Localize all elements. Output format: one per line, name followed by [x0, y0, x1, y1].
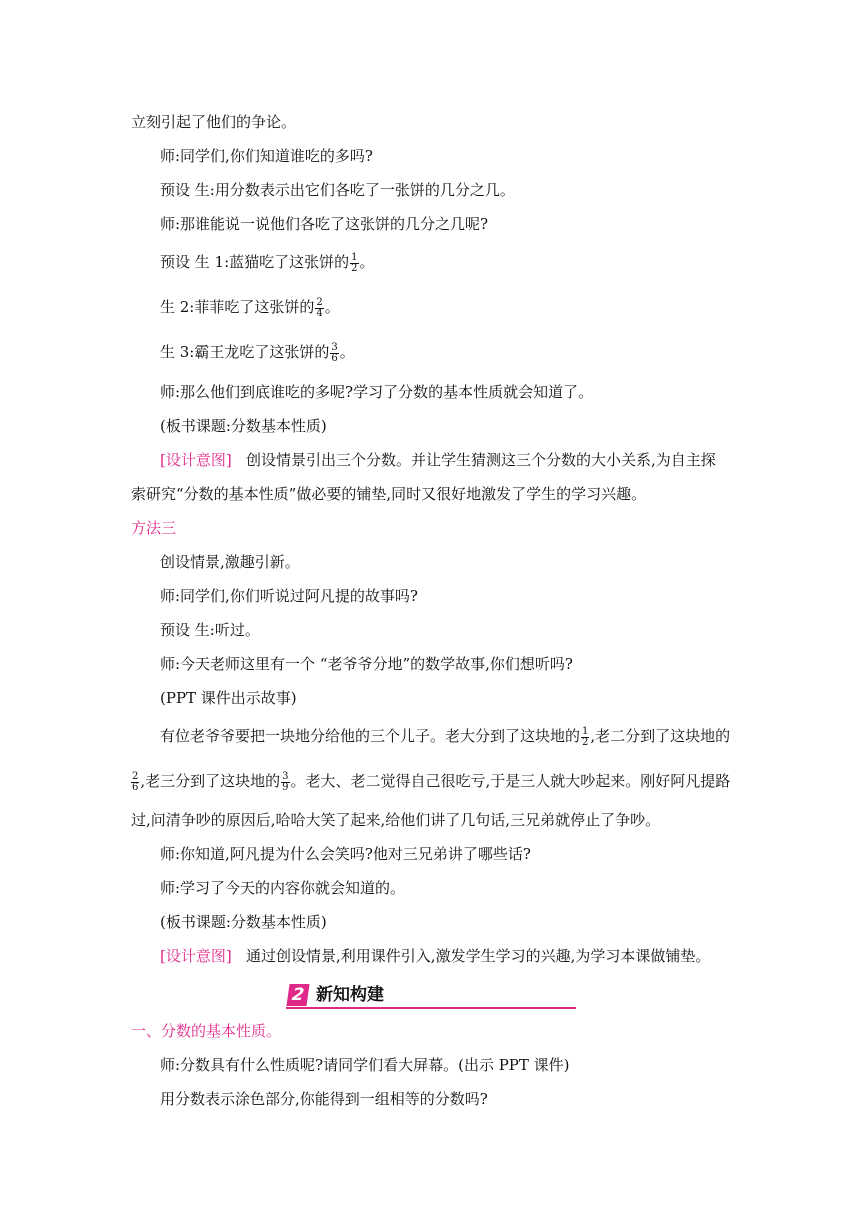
text-segment: ,老二分到了这块地的 — [590, 727, 731, 745]
design-intent-line — [160, 946, 710, 966]
fraction-denominator: 2 — [582, 736, 589, 748]
fraction — [281, 772, 289, 793]
text-line: 师:同学们,你们听说过阿凡提的故事吗? — [160, 587, 418, 605]
section-number-badge: 2 — [286, 984, 309, 1006]
text-segment: 生 3:霸王龙吃了这张饼的 — [160, 343, 330, 361]
text-segment: 。 — [339, 343, 355, 361]
text-line: 师:学习了今天的内容你就会知道的。 — [160, 879, 406, 897]
fraction-denominator: 9 — [282, 781, 289, 793]
text-line — [131, 771, 730, 793]
text-line: 创设情景,激趣引新。 — [160, 553, 300, 571]
text-line: 师:你知道,阿凡提为什么会笑吗?他对三兄弟讲了哪些话? — [160, 845, 531, 863]
text-line: 师:今天老师这里有一个 “老爷爷分地”的数学故事,你们想听吗? — [160, 655, 573, 673]
text-line: 预设 生:用分数表示出它们各吃了一张饼的几分之几。 — [160, 181, 515, 199]
design-intent-tag: [设计意图] — [160, 451, 232, 469]
fraction — [581, 727, 589, 748]
text-line: (PPT 课件出示故事) — [160, 689, 297, 707]
fraction-numerator: 3 — [331, 341, 338, 353]
fraction-numerator: 1 — [582, 725, 589, 737]
text-line: 用分数表示涂色部分,你能得到一组相等的分数吗? — [160, 1090, 488, 1108]
subsection-heading: 一、分数的基本性质。 — [131, 1022, 282, 1040]
fraction-denominator: 6 — [132, 781, 139, 793]
section-header — [286, 984, 576, 1008]
fraction-numerator: 2 — [132, 770, 139, 782]
fraction-denominator: 2 — [351, 262, 358, 274]
fraction — [315, 298, 323, 319]
fraction-denominator: 4 — [316, 307, 323, 319]
text-line: 立刻引起了他们的争论。 — [131, 113, 297, 131]
text-segment: 创设情景引出三个分数。并让学生猜测这三个分数的大小关系,为自主探 — [246, 451, 716, 469]
text-line: 师:分数具有什么性质呢?请同学们看大屏幕。(出示 PPT 课件) — [160, 1056, 570, 1074]
text-segment: 。 — [324, 298, 340, 316]
design-intent-line — [160, 450, 716, 470]
fraction-numerator: 1 — [351, 251, 358, 263]
text-line — [160, 342, 355, 364]
text-segment: 。 — [359, 253, 375, 271]
section-title: 新知构建 — [316, 985, 384, 1005]
fraction-numerator: 3 — [282, 770, 289, 782]
text-segment: 预设 生 1:蓝猫吃了这张饼的 — [160, 253, 350, 271]
text-line — [160, 297, 340, 319]
text-line: 师:那谁能说一说他们各吃了这张饼的几分之几呢? — [160, 215, 489, 233]
method-heading: 方法三 — [131, 519, 177, 537]
text-line: (板书课题:分数基本性质) — [160, 913, 327, 931]
text-segment: 生 2:菲菲吃了这张饼的 — [160, 298, 315, 316]
text-segment: 通过创设情景,利用课件引入,激发学生学习的兴趣,为学习本课做铺垫。 — [246, 947, 711, 965]
design-intent-tag: [设计意图] — [160, 947, 232, 965]
text-segment: ,老三分到了这块地的 — [140, 772, 281, 790]
fraction-denominator: 6 — [331, 352, 338, 364]
section-underline — [286, 1007, 576, 1009]
text-line: 预设 生:听过。 — [160, 621, 260, 639]
fraction — [350, 253, 358, 274]
text-line: 索研究“分数的基本性质”做必要的铺垫,同时又很好地激发了学生的学习兴趣。 — [131, 485, 647, 503]
text-line: 师:那么他们到底谁吃的多呢?学习了分数的基本性质就会知道了。 — [160, 383, 594, 401]
text-line — [160, 252, 375, 274]
text-segment: 。老大、老二觉得自己很吃亏,于是三人就大吵起来。刚好阿凡提路 — [290, 772, 731, 790]
fraction — [330, 343, 338, 364]
text-line: (板书课题:分数基本性质) — [160, 417, 327, 435]
fraction — [131, 772, 139, 793]
text-segment: 有位老爷爷要把一块地分给他的三个儿子。老大分到了这块地的 — [160, 727, 581, 745]
text-line: 过,问清争吵的原因后,哈哈大笑了起来,给他们讲了几句话,三兄弟就停止了争吵。 — [131, 811, 661, 829]
text-line — [160, 726, 730, 748]
fraction-numerator: 2 — [316, 296, 323, 308]
text-line: 师:同学们,你们知道谁吃的多吗? — [160, 147, 373, 165]
